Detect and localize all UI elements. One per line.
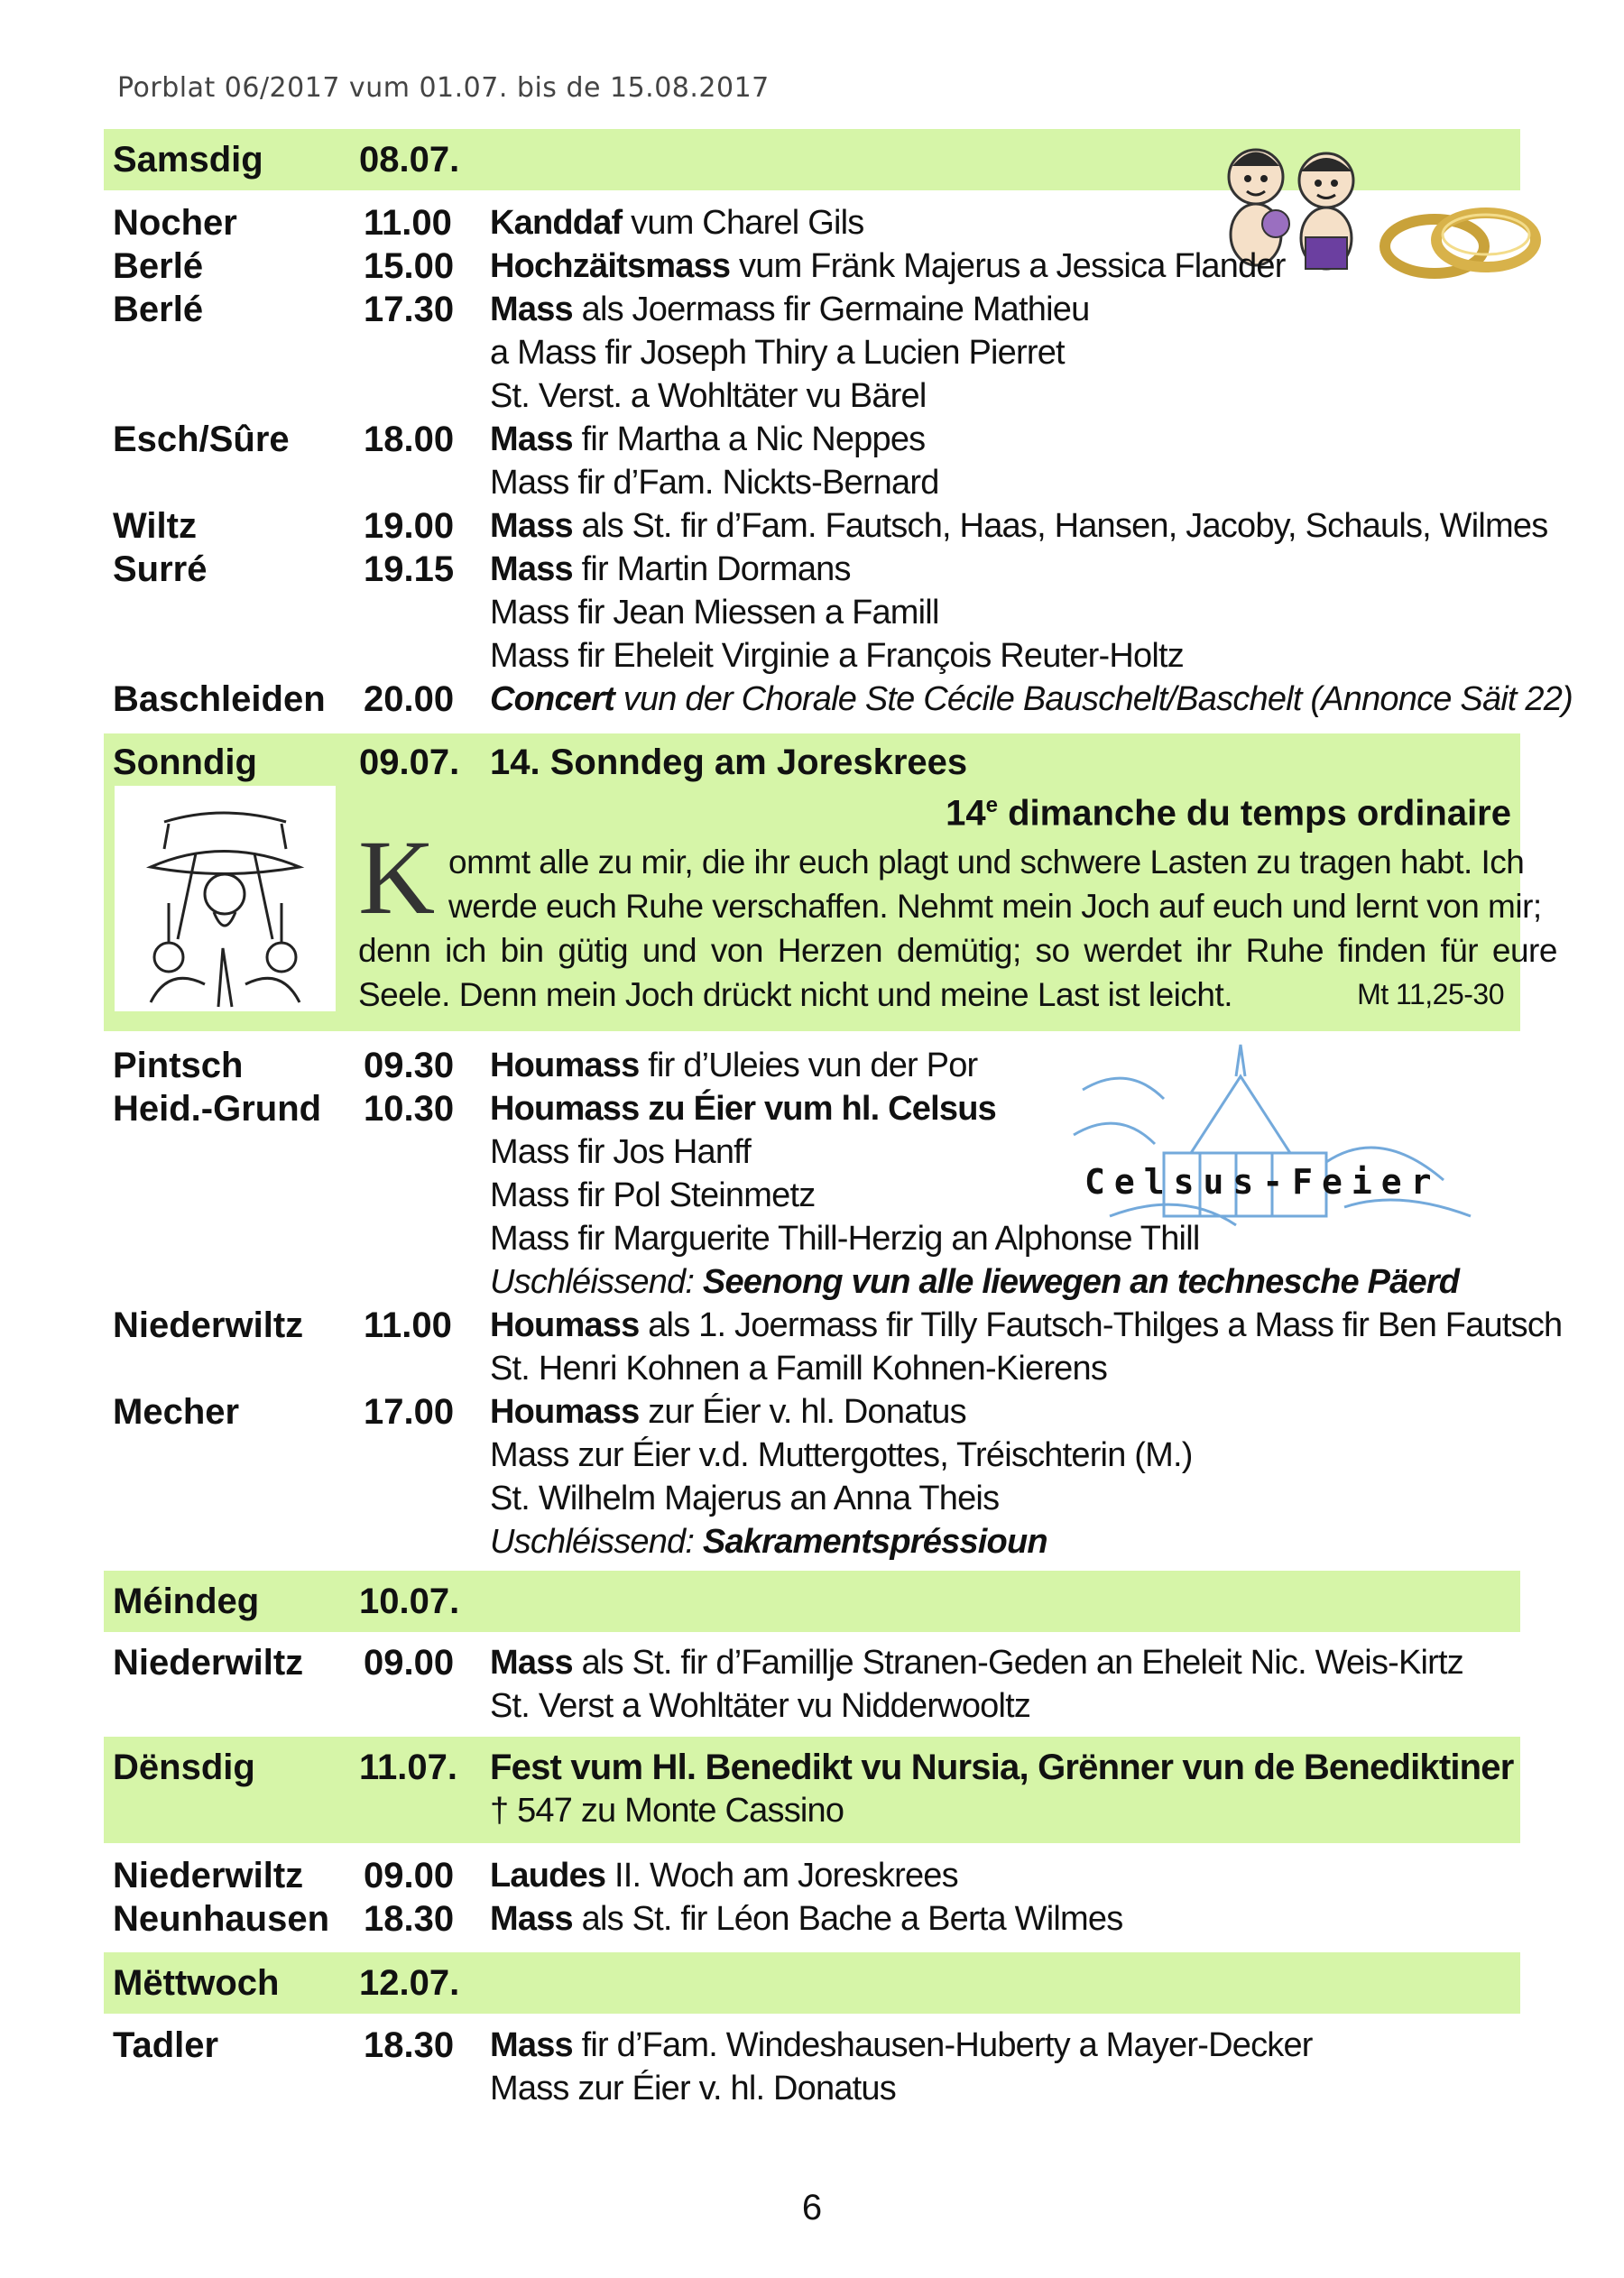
entry-text: Houmass zu Éier vum hl. Celsus <box>490 1090 996 1128</box>
day-band-densdig <box>104 1737 1520 1843</box>
entry-time: 17.30 <box>364 290 455 329</box>
entry-place: Nocher <box>113 203 237 243</box>
sunday-title: 14. Sonndeg am Joreskrees <box>490 742 968 782</box>
entry-time: 09.00 <box>364 1643 455 1683</box>
quote-line: Seele. Denn mein Joch drückt nicht und meine Last ist leicht. Mt 11,25-30 <box>358 973 1513 1017</box>
entry-text: St. Henri Kohnen a Famill Kohnen-Kierens <box>490 1350 1108 1388</box>
entry-place: Tadler <box>113 2025 219 2065</box>
day-date: 09.07. <box>359 742 460 782</box>
day-date: 11.07. <box>359 1748 458 1787</box>
entry-place: Niederwiltz <box>113 1643 304 1683</box>
page-header: Porblat 06/2017 vum 01.07. bis de 15.08.2017 <box>117 72 770 104</box>
quote-block <box>358 818 1557 1017</box>
sunday-entries <box>104 1044 1563 1567</box>
entry-time: 09.30 <box>364 1046 455 1085</box>
entry-place: Heid.-Grund <box>113 1089 322 1129</box>
entry-text: Mass fir Jean Miessen a Famill <box>490 594 939 632</box>
entry-place: Esch/Sûre <box>113 420 290 459</box>
entry-time: 11.00 <box>364 203 452 243</box>
entry-text: Uschléissend: Seenong vun alle liewegen an technesche Päerd <box>490 1263 1460 1301</box>
quote-reference: Mt 11,25-30 <box>1357 978 1504 1010</box>
entry-text: Mass fir Pol Steinmetz <box>490 1176 816 1214</box>
entry-text: Mass als St. fir d’Fam. Fautsch, Haas, Hansen, Jacoby, Schauls, Wilmes <box>490 507 1548 545</box>
day-name: Méindeg <box>113 1582 260 1621</box>
entry-place: Neunhausen <box>113 1899 330 1939</box>
entry-text: St. Verst. a Wohltäter vu Bärel <box>490 377 927 415</box>
entry-text: Mass fir Jos Hanff <box>490 1133 751 1171</box>
entry-text: Laudes II. Woch am Joreskrees <box>490 1857 958 1895</box>
entry-text: Houmass zur Éier v. hl. Donatus <box>490 1393 966 1431</box>
entry-place: Berlé <box>113 246 204 286</box>
entry-place: Berlé <box>113 290 204 329</box>
entry-text: Houmass als 1. Joermass fir Tilly Fautsch-Thilges a Mass fir Ben Fautsch <box>490 1306 1563 1344</box>
day-name: Dënsdig <box>113 1748 255 1787</box>
day-date: 12.07. <box>359 1963 460 2003</box>
entry-text: Mass als St. fir d’Famillje Stranen-Geden an Eheleit Nic. Weis-Kirtz <box>490 1644 1463 1682</box>
entry-time: 11.00 <box>364 1305 452 1345</box>
entry-text: Hochzäitsmass vum Fränk Majerus a Jessica Flander <box>490 247 1286 285</box>
entry-text: Mass zur Éier v. hl. Donatus <box>490 2070 896 2107</box>
entry-place: Surré <box>113 549 208 589</box>
feast-subtitle: † 547 zu Monte Cassino <box>490 1792 844 1830</box>
entry-time: 09.00 <box>364 1856 455 1895</box>
page-number: 6 <box>801 2188 823 2227</box>
entry-time: 15.00 <box>364 246 455 286</box>
day-date: 10.07. <box>359 1582 460 1621</box>
entry-place: Wiltz <box>113 506 197 546</box>
entry-place: Baschleiden <box>113 679 326 719</box>
entry-text: Concert vun der Chorale Ste Cécile Bauschelt/Baschelt (Annonce Säit 22) <box>490 680 1573 718</box>
entry-text: Mass fir Marguerite Thill-Herzig an Alphonse Thill <box>490 1220 1200 1258</box>
entry-place: Pintsch <box>113 1046 244 1085</box>
entry-text: Mass fir d’Fam. Windeshausen-Huberty a Mayer-Decker <box>490 2026 1313 2064</box>
yoke-illustration <box>115 786 336 1011</box>
entry-time: 18.30 <box>364 2025 455 2065</box>
entry-time: 20.00 <box>364 679 455 719</box>
day-band-meindeg <box>104 1571 1520 1632</box>
wednesday-entries <box>104 2024 1520 2114</box>
celsus-feier-label: Celsus-Feier <box>1084 1162 1441 1202</box>
entry-text: Mass fir Eheleit Virginie a François Reuter-Holtz <box>490 637 1184 675</box>
feast-title: Fest vum Hl. Benedikt vu Nursia, Grënner vun de Benediktiner <box>490 1748 1514 1787</box>
entry-time: 19.15 <box>364 549 455 589</box>
entry-time: 18.30 <box>364 1899 455 1939</box>
monday-entries <box>104 1641 1520 1731</box>
entry-text: Mass fir d’Fam. Nickts-Bernard <box>490 464 939 502</box>
day-name: Sonndig <box>113 742 257 782</box>
tuesday-entries <box>104 1854 1520 1944</box>
entry-text: Kanddaf vum Charel Gils <box>490 204 864 242</box>
entry-text: Mass fir Martha a Nic Neppes <box>490 420 926 458</box>
entry-text: Mass als Joermass fir Germaine Mathieu <box>490 291 1090 328</box>
entry-place: Mecher <box>113 1392 240 1432</box>
entry-time: 18.00 <box>364 420 455 459</box>
quote-line: denn ich bin gütig und von Herzen demütig; so werdet ihr Ruhe finden für eure <box>358 932 1557 969</box>
entry-text: St. Verst a Wohltäter vu Nidderwooltz <box>490 1687 1031 1725</box>
entry-text: St. Wilhelm Majerus an Anna Theis <box>490 1480 1000 1517</box>
day-name: Samsdig <box>113 140 263 180</box>
sunday-subtitle: 14e dimanche du temps ordinaire <box>946 793 1511 834</box>
day-band-mettwoch <box>104 1952 1520 2014</box>
day-date: 08.07. <box>359 140 460 180</box>
entry-text: Mass als St. fir Léon Bache a Berta Wilmes <box>490 1900 1123 1938</box>
quote-line: ommt alle zu mir, die ihr euch plagt und schwere Lasten zu tragen habt. Ich <box>448 844 1525 881</box>
yoke-figure-icon <box>115 786 336 1011</box>
entry-text: Mass fir Martin Dormans <box>490 550 851 588</box>
entry-time: 19.00 <box>364 506 455 546</box>
entry-place: Niederwiltz <box>113 1856 304 1895</box>
entry-text: Mass zur Éier v.d. Muttergottes, Tréischterin (M.) <box>490 1436 1193 1474</box>
entry-time: 17.00 <box>364 1392 455 1432</box>
saturday-entries <box>104 201 1573 724</box>
day-band-sonndig <box>104 733 1557 1031</box>
quote-initial: K <box>358 818 435 936</box>
entry-time: 10.30 <box>364 1089 455 1129</box>
quote-line: werde euch Ruhe verschaffen. Nehmt mein Joch auf euch und lernt von mir; <box>448 888 1542 925</box>
entry-text: a Mass fir Joseph Thiry a Lucien Pierret <box>490 334 1065 372</box>
entry-place: Niederwiltz <box>113 1305 304 1345</box>
entry-text: Uschléissend: Sakramentspréssioun <box>490 1523 1047 1561</box>
entry-text: Houmass fir d’Uleies vun der Por <box>490 1047 978 1084</box>
day-name: Mëttwoch <box>113 1963 280 2003</box>
